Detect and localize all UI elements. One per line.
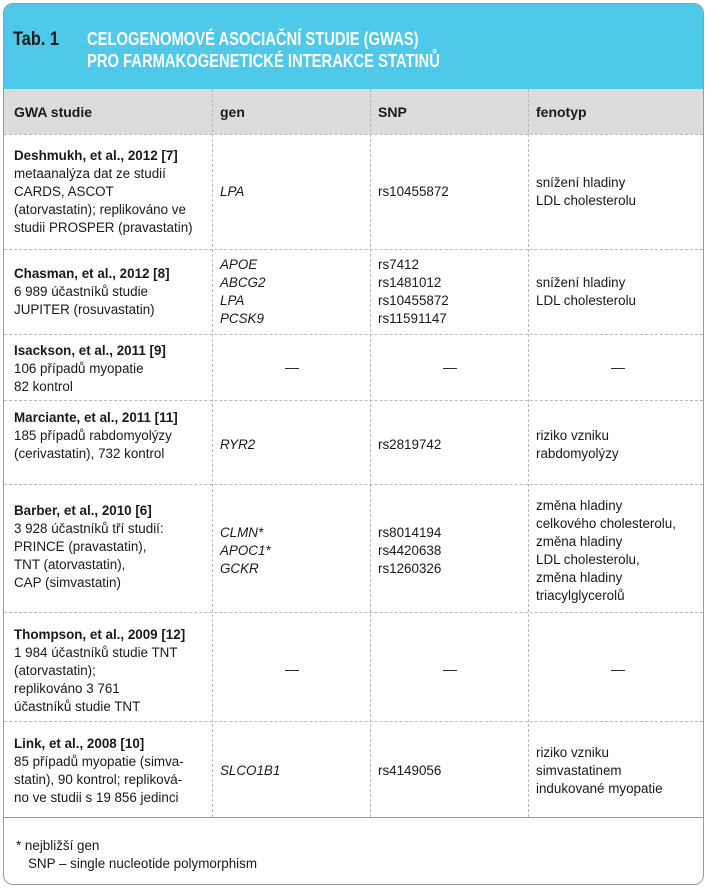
footnote-nearest-gene: * nejbližší gen bbox=[16, 838, 100, 853]
table-row-gene: LPA bbox=[220, 184, 245, 199]
row-divider bbox=[4, 334, 703, 335]
table-title bbox=[87, 28, 440, 72]
title-line-1: CELOGENOMOVÉ ASOCIAČNÍ STUDIE (GWAS) bbox=[87, 29, 419, 49]
table-row-snp: rs10455872 bbox=[378, 184, 449, 199]
footer-divider bbox=[4, 817, 703, 818]
row-divider bbox=[4, 721, 703, 722]
table-row-study: Chasman, et al., 2012 [8] 6 989 účastníků studie JUPITER (rosuvastatin) bbox=[14, 266, 170, 317]
column-header-phenotype: fenotyp bbox=[536, 104, 587, 120]
table-header bbox=[4, 4, 703, 89]
table-row-gene: — bbox=[285, 661, 299, 677]
table-row-snp: rs2819742 bbox=[378, 437, 442, 452]
table-label: Tab. 1 bbox=[13, 29, 60, 50]
row-divider bbox=[4, 249, 703, 250]
table-row-study: Deshmukh, et al., 2012 [7] metaanalýza dat ze studií CARDS, ASCOT (atorvastatin); replikováno ve studii PROSPER (pravastatin) bbox=[14, 148, 193, 235]
column-divider bbox=[370, 89, 372, 817]
table-row-phenotype: snížení hladiny LDL cholesterolu bbox=[536, 275, 636, 308]
table-row-gene: — bbox=[285, 359, 299, 375]
row-divider bbox=[4, 612, 703, 613]
column-divider bbox=[212, 89, 214, 817]
table-row-phenotype: riziko vzniku rabdomyolýzy bbox=[536, 428, 619, 461]
table-row-gene: APOE ABCG2 LPA PCSK9 bbox=[220, 257, 266, 326]
table-row-snp: rs7412 rs1481012 rs10455872 rs11591147 bbox=[378, 257, 449, 326]
table-row-snp: rs4149056 bbox=[378, 763, 442, 778]
table-row-gene: RYR2 bbox=[220, 437, 256, 452]
row-divider bbox=[4, 400, 703, 401]
row-divider bbox=[4, 484, 703, 485]
table-card bbox=[3, 3, 704, 885]
table-footnotes bbox=[16, 837, 257, 873]
table-row-gene: SLCO1B1 bbox=[220, 763, 281, 778]
column-divider bbox=[528, 89, 530, 817]
table-row-phenotype: riziko vzniku simvastatinem indukované myopatie bbox=[536, 745, 663, 796]
footnote-snp: SNP – single nucleotide polymorphism bbox=[28, 856, 258, 871]
title-line-2: PRO FARMAKOGENETICKÉ INTERAKCE STATINŮ bbox=[87, 51, 440, 71]
table-row-phenotype: změna hladiny celkového cholesterolu, změna hladiny LDL cholesterolu, změna hladiny triacylglycerolů bbox=[536, 498, 676, 603]
row-divider bbox=[4, 134, 703, 135]
table-row-snp: — bbox=[443, 661, 457, 677]
table-row-study: Thompson, et al., 2009 [12] 1 984 účastníků studie TNT (atorvastatin); replikováno 3 761 účastníků studie TNT bbox=[14, 627, 186, 714]
table-row-snp: — bbox=[443, 359, 457, 375]
column-header-row bbox=[4, 89, 703, 134]
table-row-study: Marciante, et al., 2011 [11] 185 případů rabdomyolýzy (cerivastatin), 732 kontrol bbox=[14, 410, 178, 461]
table-row-study: Barber, et al., 2010 [6] 3 928 účastníků tří studií: PRINCE (pravastatin), TNT (atorvastatin), CAP (simvastatin) bbox=[14, 503, 164, 590]
column-header-gene: gen bbox=[220, 104, 245, 120]
table-row-study: Isackson, et al., 2011 [9] 106 případů myopatie 82 kontrol bbox=[14, 343, 166, 394]
table-row-gene: CLMN* APOC1* GCKR bbox=[220, 525, 271, 576]
table-row-study: Link, et al., 2008 [10] 85 případů myopatie (simva- statin), 90 kontrol; repliková- no ve studii s 19 856 jedinci bbox=[14, 736, 184, 805]
table-row-phenotype: — bbox=[611, 661, 625, 677]
column-header-study: GWA studie bbox=[14, 104, 93, 120]
table-row-phenotype: — bbox=[611, 359, 625, 375]
column-header-snp: SNP bbox=[378, 104, 407, 120]
table-row-phenotype: snížení hladiny LDL cholesterolu bbox=[536, 175, 636, 208]
table-row-snp: rs8014194 rs4420638 rs1260326 bbox=[378, 525, 442, 576]
